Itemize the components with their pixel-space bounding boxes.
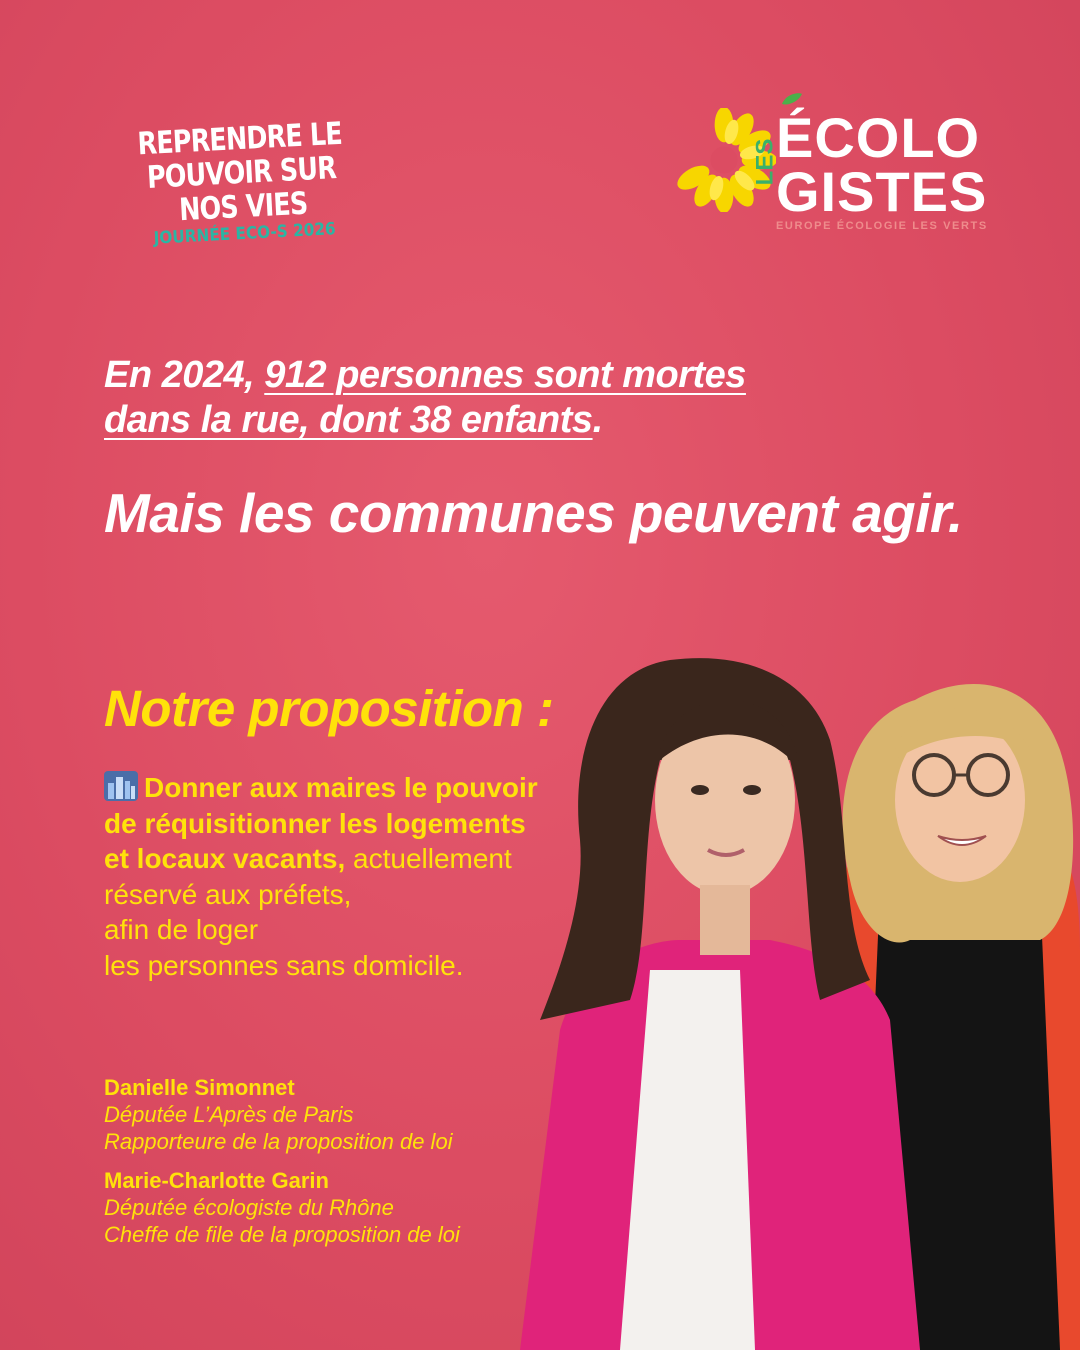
headline-end: . [592,399,603,441]
portraits-photo [520,640,1080,1350]
party-logo [672,88,1012,238]
logo-word-2: GISTES [776,160,988,223]
proposal-rest-3: afin de loger [104,914,259,945]
logo-word-1: ÉCOLO [776,106,981,169]
campaign-badge [89,114,395,252]
author-garin [104,1167,460,1248]
campaign-line-1: REPRENDRE LE [136,115,343,163]
campaign-line-2: POUVOIR SUR NOS VIES [146,150,337,229]
proposal-rest-2: réservé aux préfets, [104,878,352,910]
author-role: Députée écologiste du Rhône [104,1195,394,1220]
author-simonnet [104,1074,460,1155]
author-role: Députée L’Après de Paris [104,1102,354,1127]
proposal-rest-4: les personnes sans domicile. [104,949,464,981]
headline [104,353,746,443]
author-role: Cheffe de file de la proposition de loi [104,1222,460,1247]
leaf-icon [780,92,804,106]
headline-underlined-2: dans la rue, dont 38 enfants [104,399,593,441]
authors-list [104,1074,460,1260]
author-role: Rapporteure de la proposition de loi [104,1129,453,1154]
logo-subtitle: EUROPE ÉCOLOGIE LES VERTS [776,220,988,232]
headline-underlined-1: 912 personnes sont mortes [264,354,746,396]
logo-prefix: LES [751,138,779,186]
headline-intro: En 2024, [104,354,265,396]
proposal-bold-2: de réquisitionner les logements [104,807,526,839]
proposal-bold-3: et locaux vacants, [104,843,346,874]
author-name: Marie-Charlotte Garin [104,1168,329,1193]
proposal-bold-1: Donner aux maires le pouvoir [144,772,538,803]
cityscape-icon [104,771,138,801]
tagline: Mais les communes peuvent agir. [104,482,963,544]
campaign-line-3: JOURNÉE ECO-S 2026 [153,219,337,249]
proposal-title: Notre proposition : [104,680,554,737]
author-name: Danielle Simonnet [104,1075,295,1100]
proposal-rest-1: actuellement [345,843,512,874]
